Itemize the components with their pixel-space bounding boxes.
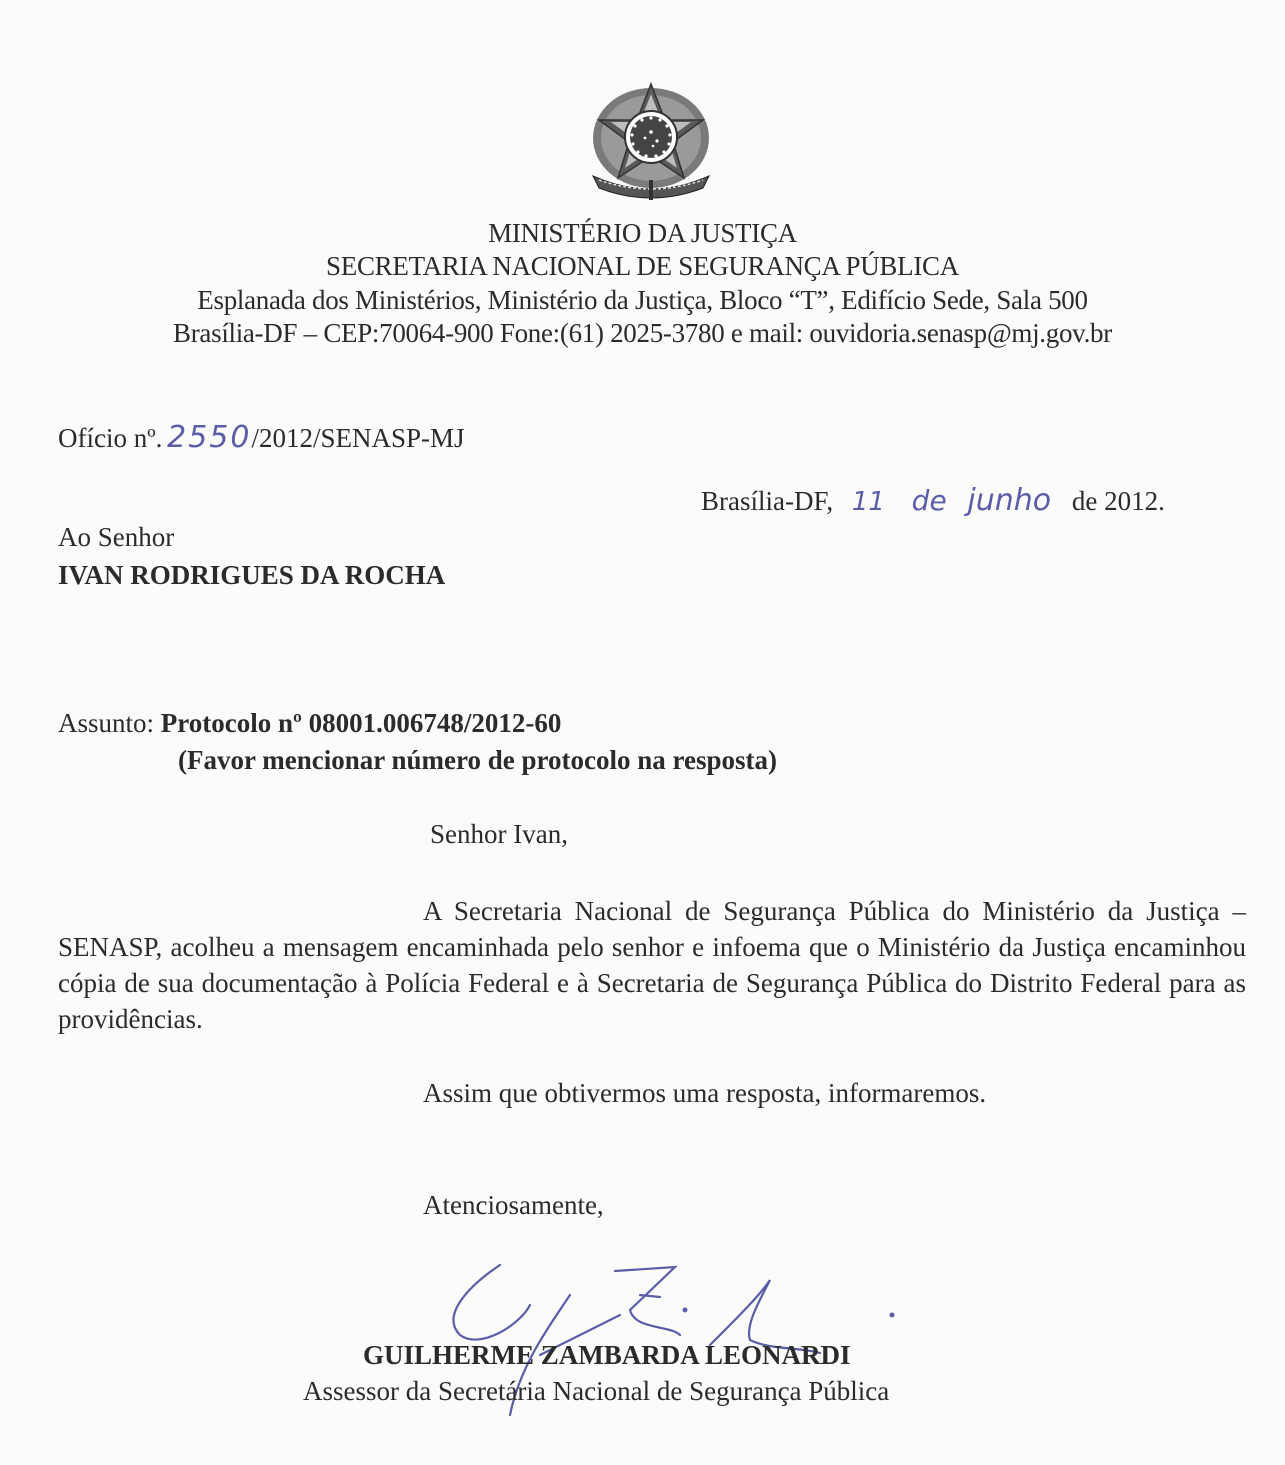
date-suffix: de 2012.: [1071, 486, 1165, 516]
subject-label: Assunto:: [58, 708, 155, 738]
ministry-heading: MINISTÉRIO DA JUSTIÇA: [488, 218, 797, 248]
date-prefix: Brasília-DF,: [701, 486, 834, 516]
subject-line: [58, 708, 561, 739]
closing: Atenciosamente,: [423, 1190, 604, 1220]
reference-number-handwritten: 2550: [167, 420, 252, 455]
reference-line: [58, 420, 465, 455]
subject-note: (Favor mencionar número de protocolo na resposta): [178, 745, 777, 775]
subject-value: Protocolo nº 08001.006748/2012-60: [160, 708, 562, 738]
signatory-name: GUILHERME ZAMBARDA LEONARDI: [363, 1340, 851, 1370]
body-paragraph-1: [58, 893, 1246, 1037]
body-paragraph-1-text: A Secretaria Nacional de Segurança Pública do Ministério da Justiça – SENASP, acolheu a mensagem encaminhada pelo senhor e infoema que o Ministério da Justiça encaminhou cópia de sua documentação à Polícia Federal e à Secretaria de Segurança Pública do Distrito Federal para as providências.: [58, 896, 1246, 1034]
reference-prefix: Ofício nº.: [58, 423, 163, 453]
coat-of-arms-icon: [585, 80, 717, 202]
date-de-handwritten: de: [911, 484, 947, 517]
letterhead-address: Esplanada dos Ministérios, Ministério da Justiça, Bloco “T”, Edifício Sede, Sala 500: [197, 285, 1088, 315]
letterhead-contact: Brasília-DF – CEP:70064-900 Fone:(61) 2025-3780 e mail: ouvidoria.senasp@mj.gov.br: [173, 318, 1112, 348]
signatory-title: Assessor da Secretária Nacional de Segurança Pública: [303, 1376, 890, 1406]
date-month-handwritten: junho: [967, 483, 1052, 518]
body-paragraph-2: Assim que obtivermos uma resposta, informaremos.: [423, 1078, 987, 1108]
date-line: [701, 483, 1165, 518]
greeting: Senhor Ivan,: [430, 819, 568, 849]
recipient-salutation: Ao Senhor: [58, 522, 175, 552]
secretariat-heading: SECRETARIA NACIONAL DE SEGURANÇA PÚBLICA: [326, 251, 959, 281]
recipient-name: IVAN RODRIGUES DA ROCHA: [58, 560, 446, 590]
date-day-handwritten: 11: [851, 487, 885, 517]
reference-suffix: /2012/SENASP-MJ: [251, 423, 465, 453]
